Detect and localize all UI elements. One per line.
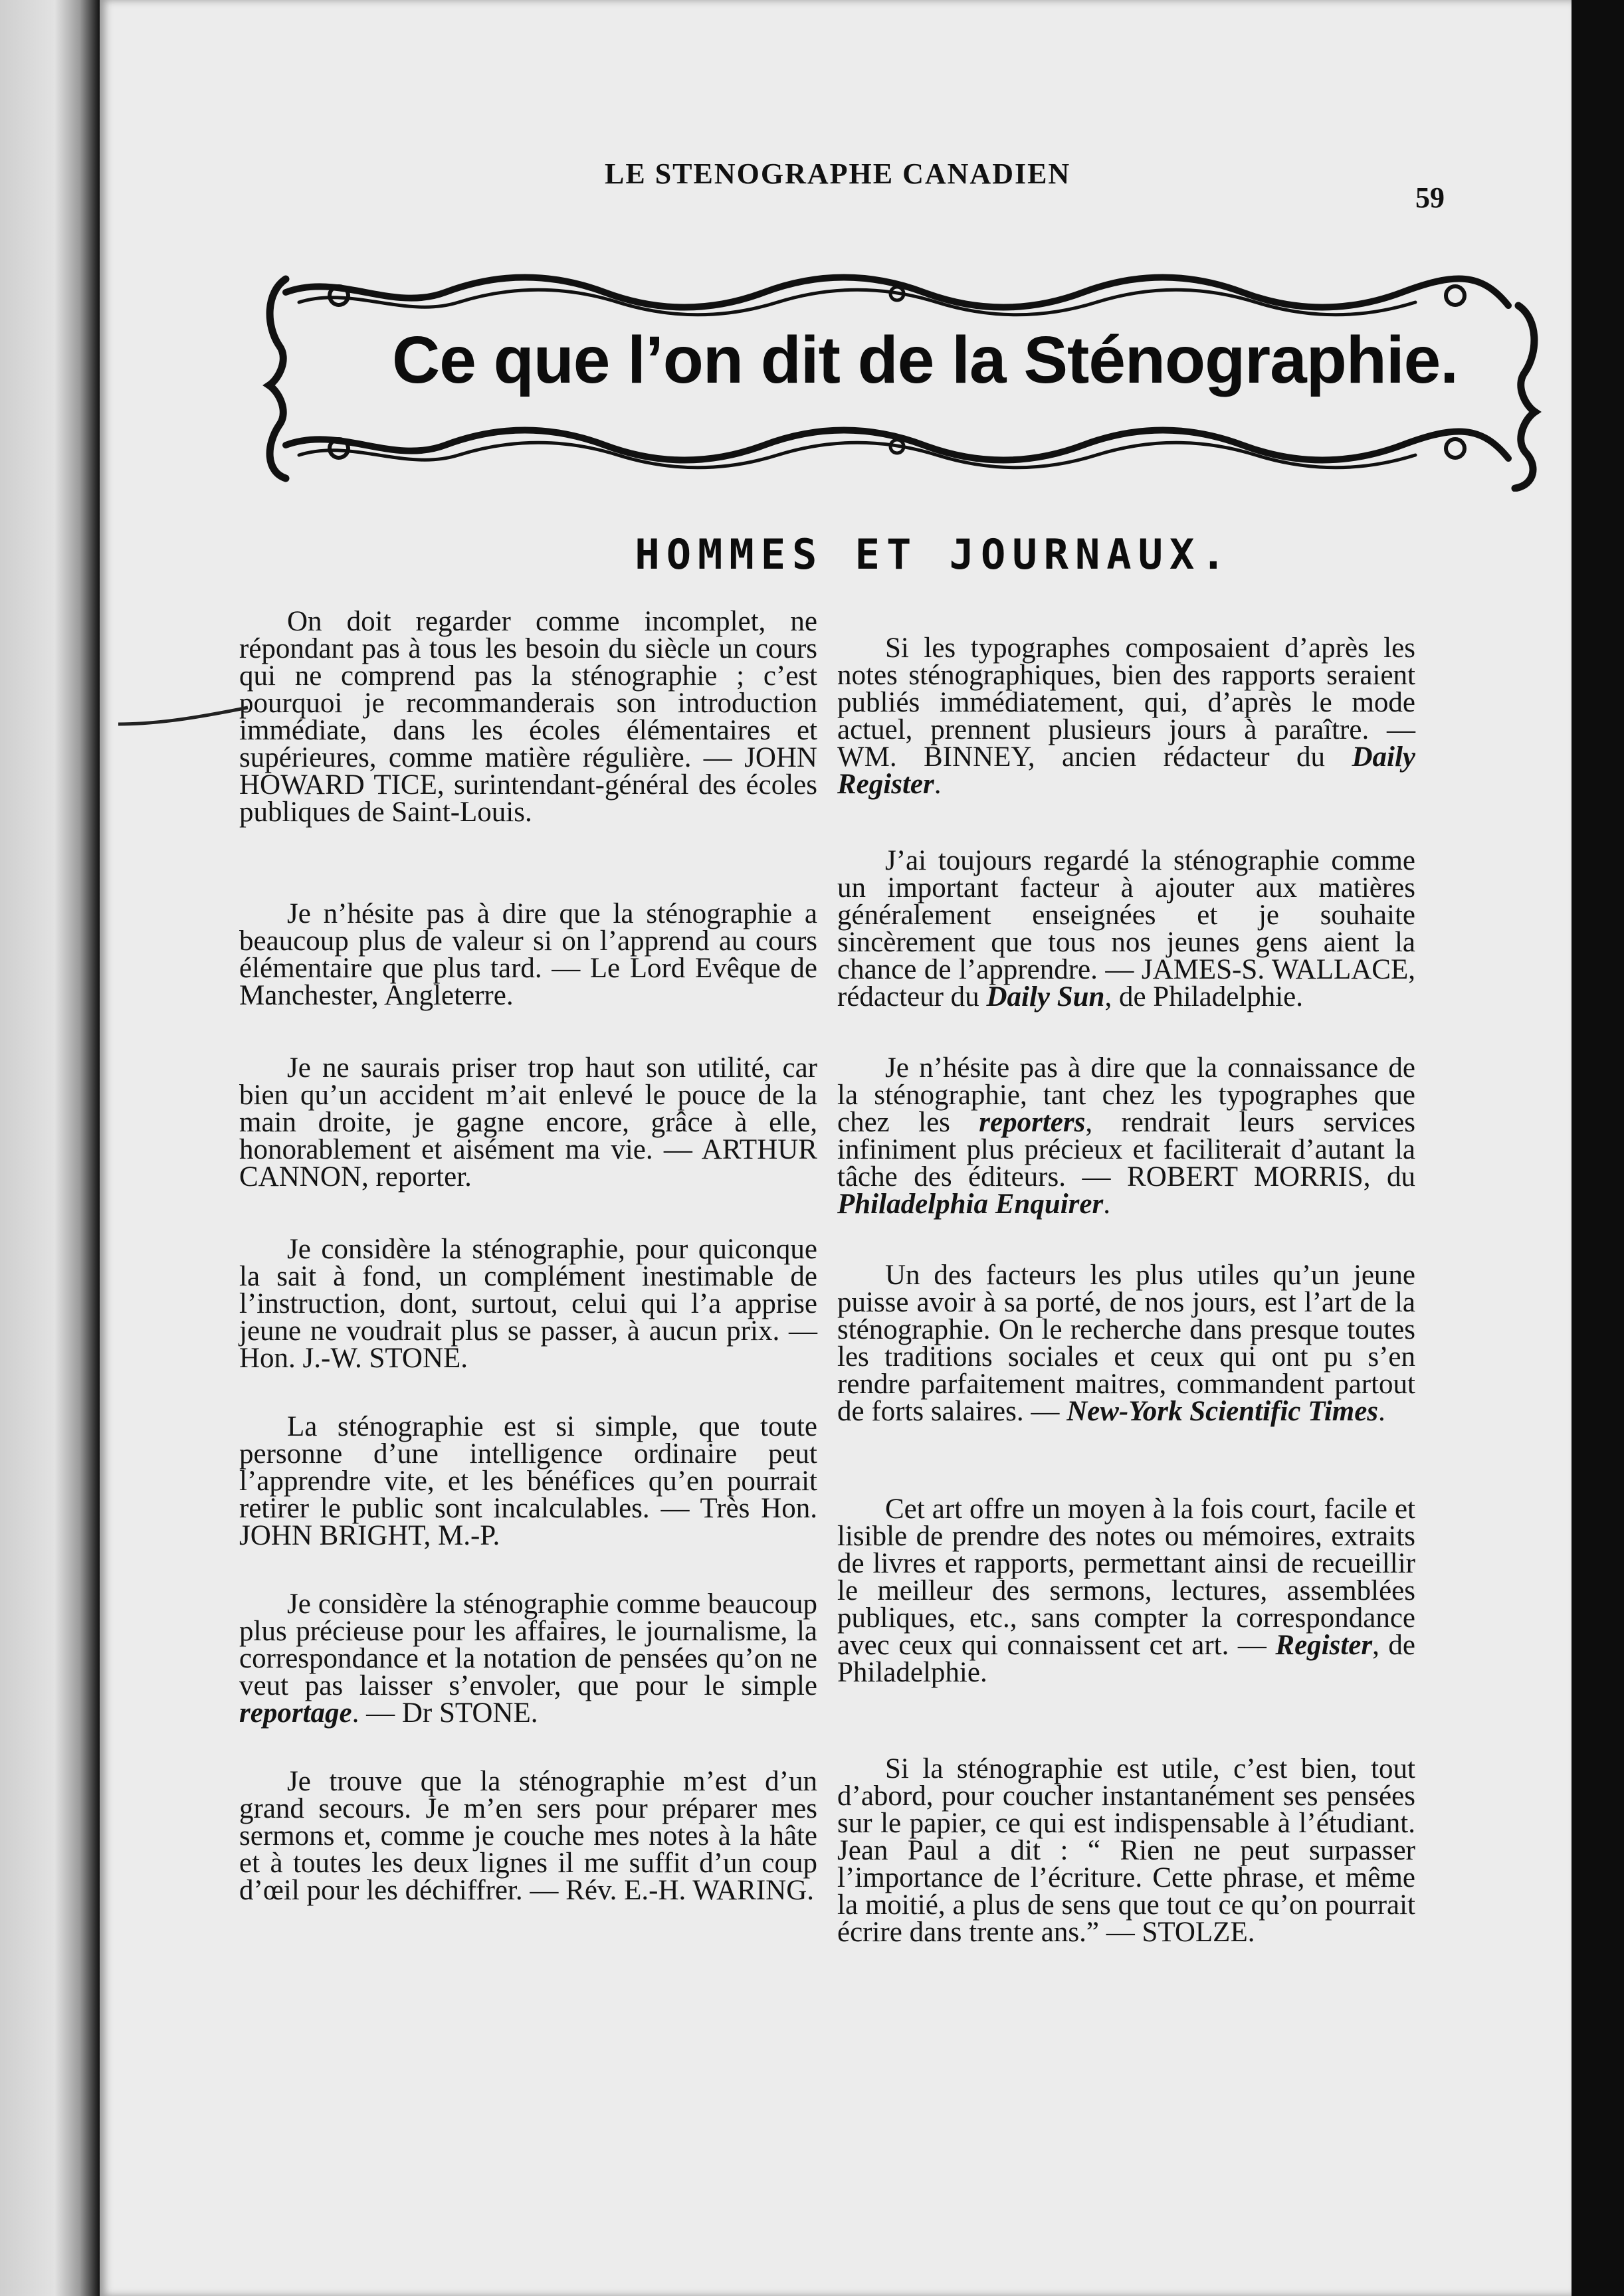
quote-paragraph: Je considère la sténographie, pour quiconque la sait à fond, un complément inestimable de l’instruction, dont, surtout, celui qui l’a apprise jeune ne voudrait plus se passer, à aucun prix. — Hon. J.-W. STONE. bbox=[239, 1234, 817, 1374]
running-head: LE STENOGRAPHE CANADIEN bbox=[605, 157, 1071, 190]
quote-text: J’ai toujours regardé la sténographie comme un important facteur à ajouter aux matières généralement enseignées et je souhaite sincèrement que tous nos jeunes gens aient la chance de l’apprendre. — JAMES-S. WALLACE, rédacteur du bbox=[837, 845, 1415, 1012]
quote-text: Un des facteurs les plus utiles qu’un jeune puisse avoir à sa porté, de nos jours, est l’art de la sténographie. On le recherche dans presque toutes les traditions sociales et ceux qui ont pu s’en rendre parfaitement maitres, commandent partout de forts salaires. — bbox=[837, 1260, 1415, 1427]
page-fold-mark bbox=[118, 704, 251, 731]
quote-paragraph bbox=[837, 1495, 1415, 1686]
quote-text: , rendrait leurs services infiniment plus précieux et faciliterait d’autant la tâche des éditeurs. — ROBERT MORRIS, du bbox=[837, 1107, 1415, 1193]
book-gutter bbox=[0, 0, 100, 2296]
quote-text: Je n’hésite pas à dire que la connaissance de la sténographie, tant chez les typographes que chez les bbox=[837, 1052, 1415, 1138]
section-heading: HOMMES ET JOURNAUX. bbox=[635, 530, 1233, 579]
quote-credit: reporters bbox=[979, 1107, 1086, 1138]
quote-paragraph bbox=[837, 1262, 1415, 1425]
quote-paragraph bbox=[837, 847, 1415, 1010]
quote-paragraph: Je trouve que la sténographie m’est d’un grand secours. Je m’en sers pour préparer mes sermons et, comme je couche mes notes à la hâte et à toutes les deux lignes il me suffit d’un coup d’œil pour les déchiffrer. — Rév. E.-H. WARING. bbox=[239, 1766, 817, 1906]
quote-paragraph bbox=[239, 1590, 817, 1727]
quote-text: . bbox=[934, 769, 942, 800]
quote-paragraph: On doit regarder comme incomplet, ne répondant pas à tous les besoin du siècle un cours qui ne comprend pas la sténographie ; c’est pourquoi je recommanderais son introduction immédiate, dans les écoles élémentaires et supérieures, comme matière régulière. — JOHN HOWARD TICE, surintendant-général des écoles publiques de Saint-Louis. bbox=[239, 606, 817, 828]
quote-paragraph: La sténographie est si simple, que toute personne d’une intelligence ordinaire peut l’apprendre vite, et les bénéfices qu’en pourrait retirer le public sont incalculables. — Très Hon. JOHN BRIGHT, M.-P. bbox=[239, 1411, 817, 1551]
quote-credit: New-York Scientific Times bbox=[1066, 1396, 1379, 1427]
quote-text: Si les typographes composaient d’après les notes sténographiques, bien des rapports seraient publiés immédiatement, qui, d’après le mode actuel, prennent plusieurs jours à paraître. — WM. BINNEY, ancien rédacteur du bbox=[837, 632, 1415, 773]
quote-text: Cet art offre un moyen à la fois court, facile et lisible de prendre des notes ou mémoires, extraits de livres et rapports, permettant ainsi de recueillir le meilleur des sermons, lectures, assemblées publiques, etc., sans compter la correspondance avec ceux qui connaissent cet art. — bbox=[837, 1493, 1415, 1661]
quote-text: . bbox=[1103, 1189, 1110, 1220]
quote-text: , de Philadelphie. bbox=[837, 1630, 1415, 1688]
quote-text: . — Dr STONE. bbox=[352, 1697, 538, 1729]
quote-paragraph bbox=[837, 634, 1415, 798]
quote-credit: Philadelphia Enquirer bbox=[837, 1189, 1104, 1220]
book-page bbox=[100, 0, 1572, 2296]
quote-text: Je considère la sténographie comme beaucoup plus précieuse pour les affaires, le journalisme, la correspondance et la notation de pensées qu’on ne veut pas laisser s’envoler, que pour le simple bbox=[239, 1588, 817, 1701]
quote-credit: Daily Register bbox=[837, 741, 1415, 800]
quote-paragraph bbox=[837, 1054, 1415, 1218]
article-title: Ce que l’on dit de la Sténographie. bbox=[392, 323, 1459, 397]
quote-text: . bbox=[1378, 1396, 1385, 1427]
page-edge-shadow bbox=[1572, 0, 1624, 2296]
quote-credit: reportage bbox=[239, 1697, 352, 1729]
left-column bbox=[239, 608, 817, 1904]
quote-paragraph: Je ne saurais priser trop haut son utilité, car bien qu’un accident m’ait enlevé le pouce de la main droite, je gagne encore, grâce à elle, honorablement et aisément ma vie. — ARTHUR CANNON, reporter. bbox=[239, 1052, 817, 1193]
quote-credit: Register bbox=[1275, 1630, 1373, 1661]
quote-paragraph: Si la sténographie est utile, c’est bien, tout d’abord, pour coucher instantanément ses pensées sur le papier, ce qui est indispensable à l’étudiant. Jean Paul a dit : “ Rien ne peut surpasser l’importance de l’écriture. Cette phrase, et même la moitié, a plus de sens que tout ce qu’on pourrait écrire dans trente ans.” — STOLZE. bbox=[837, 1753, 1415, 1948]
quote-credit: Daily Sun bbox=[986, 981, 1105, 1012]
page-number: 59 bbox=[1415, 181, 1445, 214]
right-column bbox=[837, 634, 1415, 1946]
quote-paragraph: Je n’hésite pas à dire que la sténographie a beaucoup plus de valeur si on l’apprend au cours élémentaire que plus tard. — Le Lord Evêque de Manchester, Angleterre. bbox=[239, 898, 817, 1011]
quote-text: , de Philadelphie. bbox=[1104, 981, 1304, 1012]
